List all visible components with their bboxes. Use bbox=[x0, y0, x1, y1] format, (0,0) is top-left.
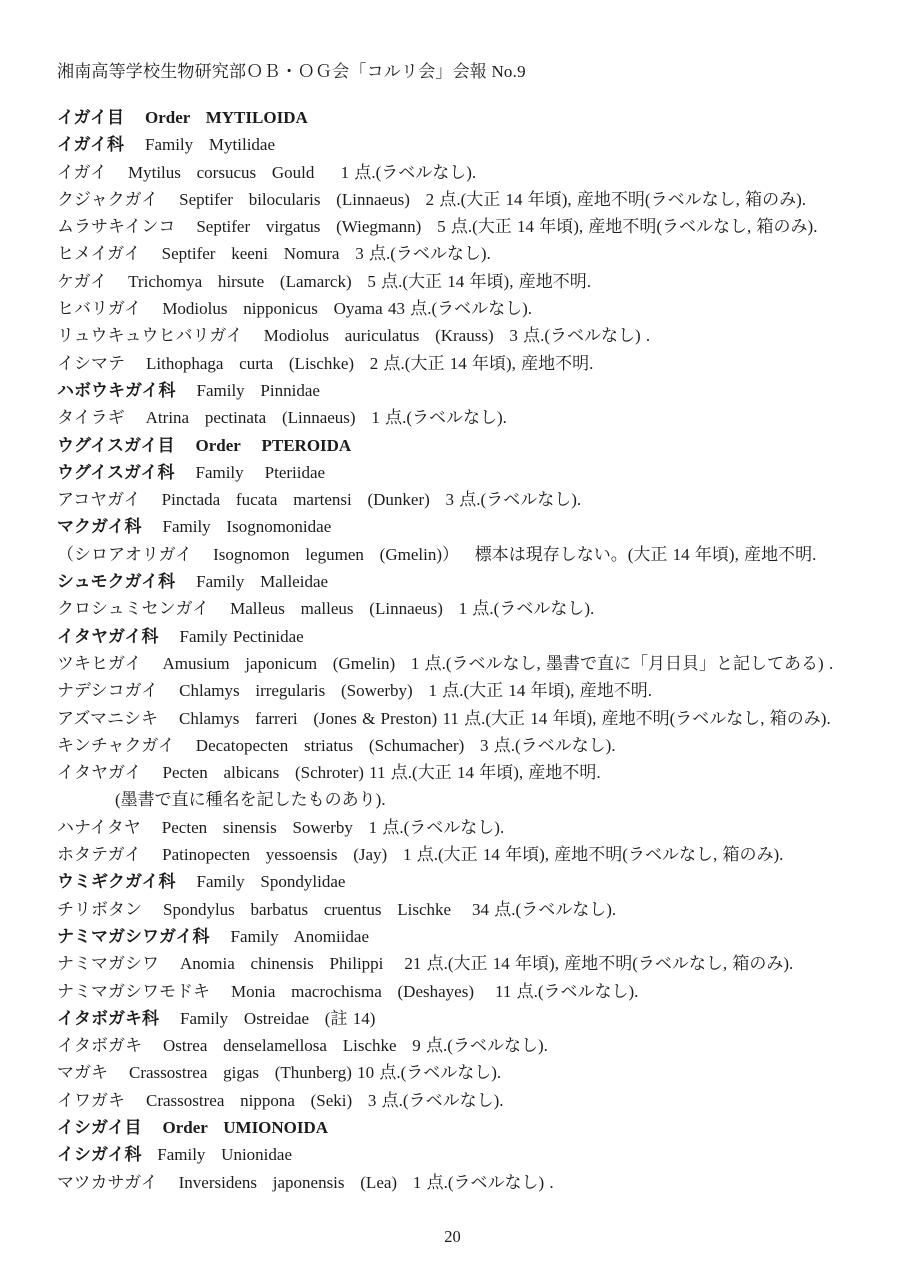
heading-segment: イタボガキ科 bbox=[57, 1008, 159, 1028]
text-segment: ナデシコガイ Chlamys irregularis (Sowerby) 1 点.(大正 14 年頃), 産地不明. bbox=[57, 681, 653, 701]
text-segment: ムラサキインコ Septifer virgatus (Wiegmann) 5 点.(大正 14 年頃), 産地不明(ラベルなし, 箱のみ). bbox=[57, 217, 818, 237]
text-line bbox=[57, 896, 893, 923]
heading-segment: ハボウキガイ科 bbox=[57, 380, 176, 400]
text-segment: リュウキュウヒバリガイ Modiolus auriculatus (Krauss) 3 点.(ラベルなし) . bbox=[57, 326, 651, 346]
text-line bbox=[57, 814, 893, 841]
text-segment: ツキヒガイ Amusium japonicum (Gmelin) 1 点.(ラベルなし, 墨書で直に「月日貝」と記してある) . bbox=[57, 653, 834, 673]
heading-segment: イシガイ科 bbox=[57, 1145, 142, 1165]
heading-segment: マクガイ科 bbox=[57, 517, 142, 537]
text-segment: タイラギ Atrina pectinata (Linnaeus) 1 点.(ラベルなし). bbox=[57, 408, 507, 428]
text-segment: ハナイタヤ Pecten sinensis Sowerby 1 点.(ラベルなし). bbox=[57, 817, 505, 837]
text-line bbox=[57, 1114, 893, 1141]
text-line bbox=[57, 186, 893, 213]
text-line bbox=[57, 104, 893, 131]
text-line bbox=[57, 459, 893, 486]
text-line bbox=[57, 486, 893, 513]
text-segment: (墨書で直に種名を記したものあり). bbox=[115, 790, 386, 810]
text-segment: アズマニシキ Chlamys farreri (Jones & Preston) 11 点.(大正 14 年頃), 産地不明(ラベルなし, 箱のみ). bbox=[57, 708, 831, 728]
text-segment: Family Pectinidae bbox=[158, 626, 304, 646]
text-line bbox=[57, 322, 893, 349]
page-number: 20 bbox=[444, 1227, 461, 1246]
text-line bbox=[57, 1087, 893, 1114]
text-line bbox=[57, 677, 893, 704]
heading-segment: イガイ目 Order MYTILOIDA bbox=[57, 108, 308, 127]
text-segment: Family Isognomonidae bbox=[141, 517, 332, 537]
text-segment: ナミマガシワモドキ Monia macrochisma (Deshayes) 11 点.(ラベルなし). bbox=[57, 981, 639, 1001]
text-line bbox=[57, 759, 893, 786]
text-segment: Family Pinnidae bbox=[175, 380, 320, 400]
heading-segment: イシガイ目 Order UMIONOIDA bbox=[57, 1117, 329, 1137]
text-line bbox=[57, 404, 893, 431]
page-header: 湘南高等学校生物研究部ＯＢ・ＯＧ会「コルリ会」会報 No.9 bbox=[57, 62, 526, 81]
text-segment: ホタテガイ Patinopecten yessoensis (Jay) 1 点.(大正 14 年頃), 産地不明(ラベルなし, 箱のみ). bbox=[57, 845, 784, 865]
text-segment: Family Malleidae bbox=[175, 572, 329, 592]
text-line bbox=[57, 268, 893, 295]
text-line bbox=[57, 841, 893, 868]
text-line bbox=[57, 432, 893, 459]
heading-segment: ウミギクガイ科 bbox=[57, 872, 176, 892]
text-line bbox=[57, 240, 893, 267]
text-line bbox=[57, 568, 893, 595]
text-line bbox=[57, 950, 893, 977]
text-line bbox=[57, 295, 893, 322]
heading-segment: シュモクガイ科 bbox=[57, 572, 176, 592]
heading-segment: ウグイスガイ科 bbox=[57, 462, 175, 482]
text-line bbox=[57, 1169, 893, 1196]
text-segment: マツカサガイ Inversidens japonensis (Lea) 1 点.(ラベルなし) . bbox=[57, 1172, 554, 1192]
text-line bbox=[57, 623, 893, 650]
text-segment: イワガキ Crassostrea nippona (Seki) 3 点.(ラベルなし). bbox=[57, 1090, 504, 1110]
text-line bbox=[57, 1059, 893, 1086]
text-line bbox=[57, 650, 893, 677]
text-segment: Family Anomiidae bbox=[209, 926, 370, 946]
text-segment: ヒメイガイ Septifer keeni Nomura 3 点.(ラベルなし). bbox=[57, 244, 491, 264]
text-line bbox=[57, 1005, 893, 1032]
heading-segment: イガイ科 bbox=[57, 135, 124, 155]
text-line bbox=[57, 159, 893, 186]
text-segment: Family Spondylidae bbox=[175, 872, 346, 892]
text-line bbox=[57, 1141, 893, 1168]
text-segment: アコヤガイ Pinctada fucata martensi (Dunker) 3 点.(ラベルなし). bbox=[57, 490, 582, 510]
text-line bbox=[57, 1032, 893, 1059]
text-line bbox=[57, 732, 893, 759]
text-line bbox=[57, 868, 893, 895]
heading-segment: イタヤガイ科 bbox=[57, 626, 159, 646]
text-segment: （シロアオリガイ Isognomon legumen (Gmelin)） 標本は現存しない。(大正 14 年頃), 産地不明. bbox=[57, 544, 817, 564]
text-line bbox=[57, 513, 893, 540]
text-line bbox=[57, 213, 893, 240]
text-line bbox=[57, 131, 893, 158]
text-segment: クジャクガイ Septifer bilocularis (Linnaeus) 2 点.(大正 14 年頃), 産地不明(ラベルなし, 箱のみ). bbox=[57, 189, 807, 209]
text-line bbox=[57, 923, 893, 950]
text-segment: マガキ Crassostrea gigas (Thunberg) 10 点.(ラベルなし). bbox=[57, 1063, 502, 1083]
text-line bbox=[57, 705, 893, 732]
text-segment: チリボタン Spondylus barbatus cruentus Lischke 34 点.(ラベルなし). bbox=[57, 899, 617, 919]
text-line bbox=[57, 978, 893, 1005]
text-line bbox=[57, 595, 893, 622]
text-segment: イタボガキ Ostrea denselamellosa Lischke 9 点.(ラベルなし). bbox=[57, 1036, 548, 1056]
text-segment: ケガイ Trichomya hirsute (Lamarck) 5 点.(大正 14 年頃), 産地不明. bbox=[57, 271, 591, 291]
text-segment: キンチャクガイ Decatopecten striatus (Schumacher) 3 点.(ラベルなし). bbox=[57, 735, 616, 755]
text-line bbox=[57, 786, 893, 813]
text-segment: Family Pteriidae bbox=[174, 462, 326, 482]
text-segment: ナミマガシワ Anomia chinensis Philippi 21 点.(大正 14 年頃), 産地不明(ラベルなし, 箱のみ). bbox=[57, 954, 794, 974]
text-segment: イシマテ Lithophaga curta (Lischke) 2 点.(大正 14 年頃), 産地不明. bbox=[57, 353, 594, 373]
text-segment: Family Unionidae bbox=[141, 1145, 292, 1165]
heading-segment: ウグイスガイ目 Order PTEROIDA bbox=[57, 435, 352, 455]
text-line bbox=[57, 377, 893, 404]
text-segment: Family Mytilidae bbox=[123, 135, 276, 155]
text-segment: ヒバリガイ Modiolus nipponicus Oyama 43 点.(ラベルなし). bbox=[57, 299, 533, 319]
text-segment: イガイ Mytilus corsucus Gould 1 点.(ラベルなし). bbox=[57, 162, 477, 182]
text-segment: Family Ostreidae (註 14) bbox=[159, 1008, 376, 1028]
heading-segment: ナミマガシワガイ科 bbox=[57, 926, 210, 946]
text-segment: クロシュミセンガイ Malleus malleus (Linnaeus) 1 点.(ラベルなし). bbox=[57, 599, 595, 619]
species-list bbox=[57, 104, 893, 1196]
text-line bbox=[57, 541, 893, 568]
text-segment: イタヤガイ Pecten albicans (Schroter) 11 点.(大正 14 年頃), 産地不明. bbox=[57, 763, 601, 783]
text-line bbox=[57, 350, 893, 377]
